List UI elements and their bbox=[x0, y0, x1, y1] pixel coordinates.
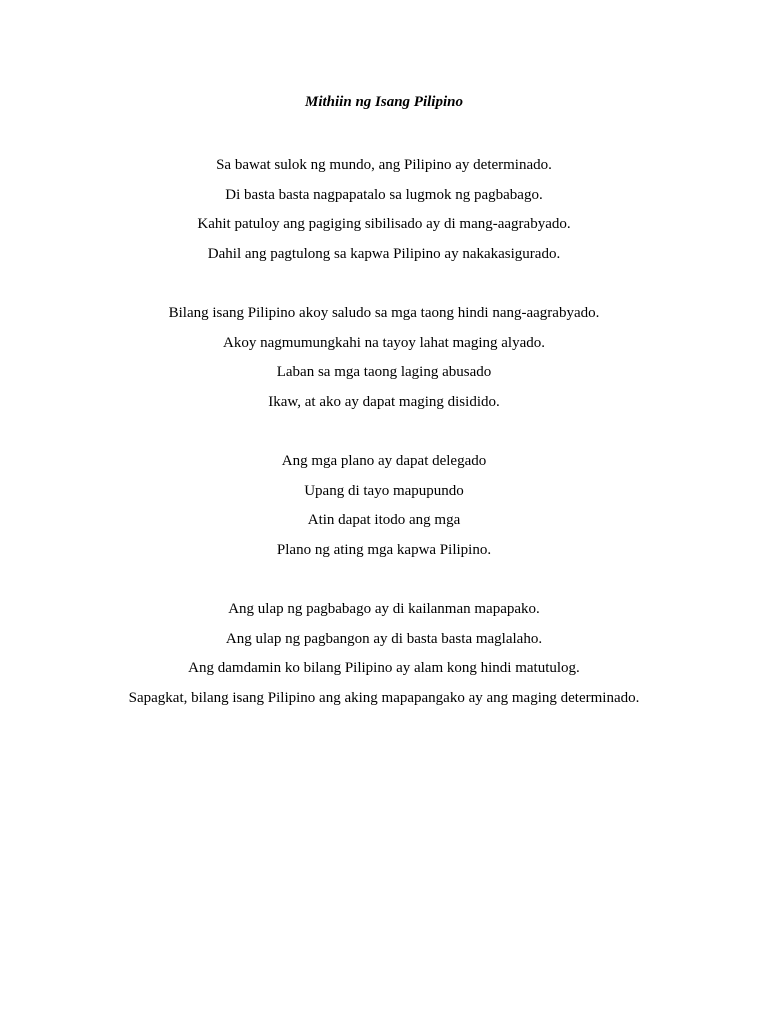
poem-line: Sapagkat, bilang isang Pilipino ang aking mapapangako ay ang maging determinado. bbox=[128, 689, 640, 706]
poem-line: Bilang isang Pilipino akoy saludo sa mga taong hindi nang-aagrabyado. bbox=[168, 305, 600, 321]
stanza-2 bbox=[0, 299, 768, 417]
poem-line: Kahit patuloy ang pagiging sibilisado ay di mang-aagrabyado. bbox=[197, 216, 571, 233]
stanza-1 bbox=[0, 151, 768, 269]
stanza-4 bbox=[0, 595, 768, 713]
poem-line: Ang ulap ng pagbangon ay di basta basta maglalaho. bbox=[225, 630, 543, 647]
poem-line: Ikaw, at ako ay dapat maging disidido. bbox=[268, 393, 500, 410]
poem-line: Ang mga plano ay dapat delegado bbox=[281, 453, 487, 469]
poem-line: Ang ulap ng pagbabago ay di kailanman mapapako. bbox=[228, 601, 540, 617]
stanza-3 bbox=[0, 447, 768, 565]
poem-title: Mithiin ng Isang Pilipino bbox=[305, 94, 463, 110]
poem-line: Ang damdamin ko bilang Pilipino ay alam kong hindi matutulog. bbox=[188, 660, 580, 677]
poem-line: Atin dapat itodo ang mga bbox=[307, 512, 461, 529]
poem-line: Plano ng ating mga kapwa Pilipino. bbox=[276, 541, 492, 558]
poem-line: Di basta basta nagpapatalo sa lugmok ng pagbabago. bbox=[225, 186, 543, 203]
poem-line: Sa bawat sulok ng mundo, ang Pilipino ay determinado. bbox=[216, 157, 552, 173]
poem-line: Dahil ang pagtulong sa kapwa Pilipino ay nakakasigurado. bbox=[207, 245, 561, 262]
poem-line: Upang di tayo mapupundo bbox=[304, 482, 464, 499]
poem-line: Laban sa mga taong laging abusado bbox=[276, 364, 492, 381]
poem-line: Akoy nagmumungkahi na tayoy lahat maging alyado. bbox=[222, 334, 545, 351]
